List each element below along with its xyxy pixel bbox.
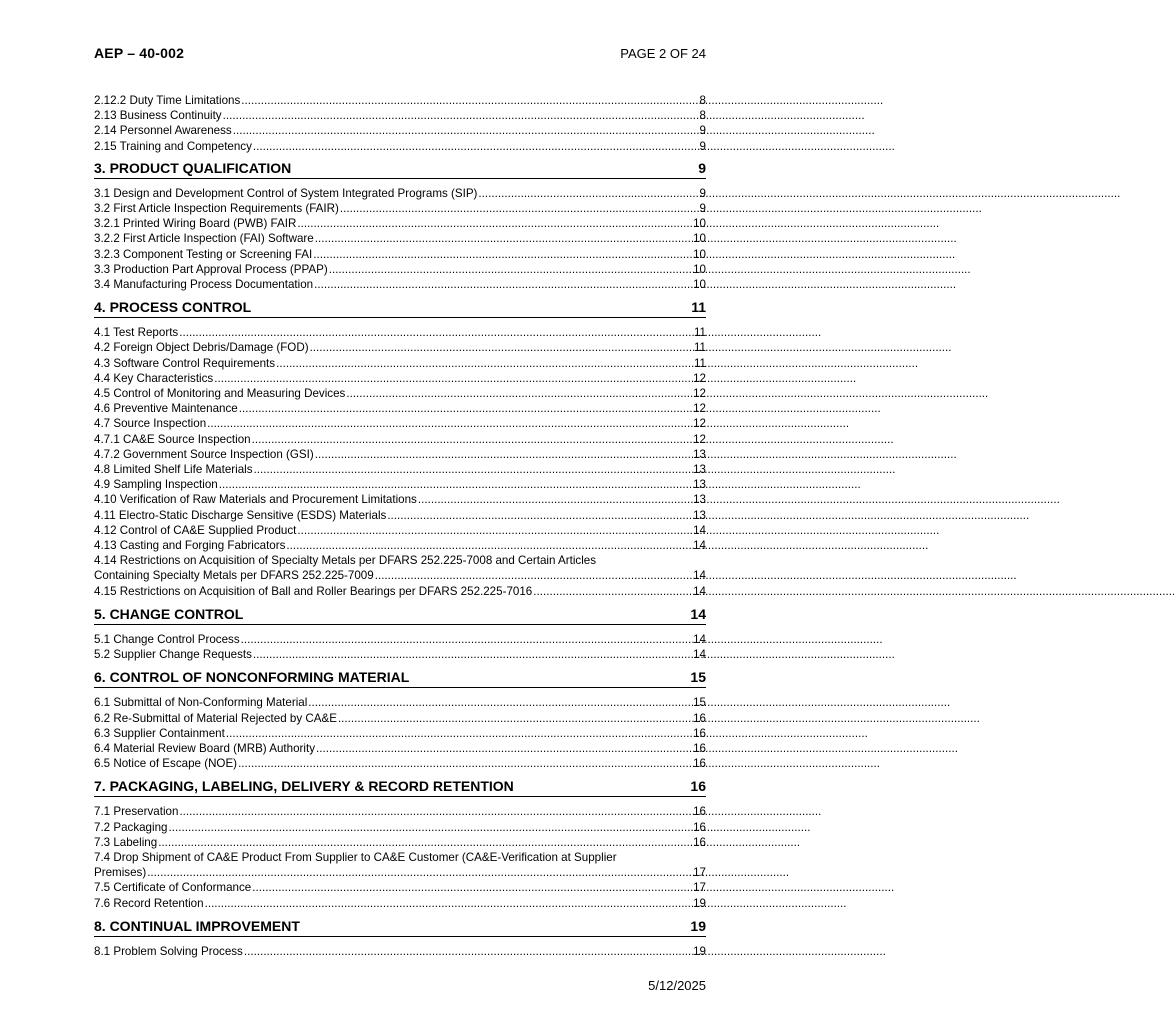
toc-entry[interactable] — [94, 462, 706, 477]
toc-section-heading[interactable] — [94, 299, 706, 318]
toc-entry[interactable] — [94, 584, 706, 599]
toc-entry-label: 4.8 Limited Shelf Life Materials — [94, 463, 253, 477]
toc-entry[interactable] — [94, 756, 706, 771]
toc-entry-label: 7.6 Record Retention — [94, 896, 204, 910]
toc-entry-label: 4.4 Key Characteristics — [94, 371, 214, 385]
toc-entry-label: 7.1 Preservation — [94, 805, 179, 819]
toc-entry[interactable] — [94, 944, 706, 959]
toc-entry-label: 6.4 Material Review Board (MRB) Authority — [94, 741, 316, 755]
toc-section-title: 6. CONTROL OF NONCONFORMING MATERIAL — [94, 669, 410, 686]
toc-dot-leader — [387, 508, 692, 523]
toc-section-page: 15 — [690, 669, 706, 686]
toc-section-heading[interactable] — [94, 606, 706, 625]
toc-entry[interactable] — [94, 247, 706, 262]
toc-dot-leader — [313, 247, 692, 262]
toc-dot-leader — [253, 139, 699, 154]
toc-entry[interactable] — [94, 492, 706, 507]
toc-entry[interactable] — [94, 340, 706, 355]
toc-entry[interactable] — [94, 804, 706, 819]
toc-entry[interactable] — [94, 123, 706, 138]
toc-entry-page: 12 — [693, 432, 706, 446]
toc-entry-page: 16 — [693, 726, 706, 740]
toc-entry[interactable] — [94, 186, 706, 201]
toc-entry-label: 4.3 Software Control Requirements — [94, 356, 276, 370]
toc-entry[interactable] — [94, 711, 706, 726]
toc-entry-label: 6.2 Re-Submittal of Material Rejected by CA&E — [94, 711, 337, 725]
toc-entry-label: 7.3 Labeling — [94, 835, 158, 849]
toc-entry-label: 3.1 Design and Development Control of System Integrated Programs (SIP) — [94, 186, 478, 200]
toc-section-title: 8. CONTINUAL IMPROVEMENT — [94, 917, 300, 934]
toc-entry-label: 3.2.1 Printed Wiring Board (PWB) FAIR — [94, 217, 297, 231]
toc-entry-label-line2: Containing Specialty Metals per DFARS 252.225-7009 — [94, 569, 374, 583]
toc-section-page: 19 — [690, 917, 706, 934]
toc-entry[interactable] — [94, 477, 706, 492]
toc-dot-leader — [241, 632, 692, 647]
document-id: AEP – 40-002 — [94, 45, 185, 61]
toc-entry-page: 12 — [693, 417, 706, 431]
toc-entry-label: 4.13 Casting and Forging Fabricators — [94, 539, 286, 553]
toc-entry-page: 11 — [693, 356, 706, 370]
toc-dot-leader — [158, 835, 692, 850]
toc-entry[interactable] — [94, 201, 706, 216]
toc-dot-leader — [179, 804, 692, 819]
toc-entry-page: 10 — [693, 247, 706, 261]
toc-entry[interactable] — [94, 553, 706, 583]
toc-dot-leader — [219, 477, 692, 492]
toc-entry-page: 11 — [693, 326, 706, 340]
toc-entry-label: 4.9 Sampling Inspection — [94, 478, 218, 492]
toc-section-heading[interactable] — [94, 669, 706, 688]
toc-dot-leader — [338, 711, 692, 726]
toc-section-title: 4. PROCESS CONTROL — [94, 299, 252, 316]
toc-dot-leader — [478, 186, 698, 201]
toc-entry-label: 6.5 Notice of Escape (NOE) — [94, 757, 238, 771]
toc-entry-page: 9 — [699, 202, 706, 216]
toc-section-title: 5. CHANGE CONTROL — [94, 605, 244, 622]
toc-dot-leader — [252, 880, 692, 895]
toc-entry-label: 4.7.2 Government Source Inspection (GSI) — [94, 447, 314, 461]
toc-entry-label-line1: 7.4 Drop Shipment of CA&E Product From Supplier to CA&E Customer (CA&E-Verification at Supplier — [94, 850, 617, 864]
toc-dot-leader — [297, 523, 692, 538]
toc-dot-leader — [375, 568, 692, 583]
toc-entry[interactable] — [94, 416, 706, 431]
toc-entry-label: 4.7.1 CA&E Source Inspection — [94, 432, 251, 446]
toc-entry-page: 16 — [693, 835, 706, 849]
toc-entry-label: 4.15 Restrictions on Acquisition of Ball and Roller Bearings per DFARS 252.225-7016 — [94, 584, 533, 598]
toc-entry[interactable] — [94, 325, 706, 340]
toc-entry-label: 4.6 Preventive Maintenance — [94, 402, 238, 416]
toc-entry-label: 6.3 Supplier Containment — [94, 726, 225, 740]
toc-entry-label: 7.2 Packaging — [94, 820, 168, 834]
toc-entry-page: 16 — [693, 741, 706, 755]
toc-entry-line2 — [94, 865, 706, 880]
toc-entry[interactable] — [94, 139, 706, 154]
toc-entry-page: 12 — [693, 371, 706, 385]
toc-entry[interactable] — [94, 93, 706, 108]
toc-entry[interactable] — [94, 386, 706, 401]
toc-entry-label: 4.12 Control of CA&E Supplied Product — [94, 523, 297, 537]
toc-dot-leader — [252, 432, 692, 447]
toc-entry-page: 13 — [693, 447, 706, 461]
toc-entry-page: 14 — [693, 584, 706, 598]
toc-entry-label: 5.1 Change Control Process — [94, 632, 240, 646]
toc-entry[interactable] — [94, 356, 706, 371]
table-of-contents — [94, 93, 706, 959]
toc-entry-page: 16 — [693, 711, 706, 725]
toc-entry-label-line2: Premises) — [94, 866, 147, 880]
toc-entry-label: 2.15 Training and Competency — [94, 139, 252, 153]
toc-entry[interactable] — [94, 401, 706, 416]
toc-entry-label: 4.10 Verification of Raw Materials and Procurement Limitations — [94, 493, 417, 507]
toc-section-page: 14 — [690, 605, 706, 622]
page-number: PAGE 2 OF 24 — [620, 46, 706, 61]
toc-entry-label: 4.2 Foreign Object Debris/Damage (FOD) — [94, 341, 309, 355]
toc-entry-page: 19 — [693, 944, 706, 958]
toc-entry[interactable] — [94, 538, 706, 553]
toc-dot-leader — [329, 262, 692, 277]
toc-entry-page: 9 — [699, 186, 706, 200]
toc-entry[interactable] — [94, 647, 706, 662]
toc-entry-label: 2.13 Business Continuity — [94, 109, 222, 123]
toc-dot-leader — [205, 896, 693, 911]
toc-entry-page: 16 — [693, 805, 706, 819]
toc-section-heading[interactable] — [94, 778, 706, 797]
toc-entry-label: 8.1 Problem Solving Process — [94, 944, 243, 958]
toc-dot-leader — [418, 492, 692, 507]
toc-entry-page: 10 — [693, 217, 706, 231]
toc-entry[interactable] — [94, 726, 706, 741]
toc-entry[interactable] — [94, 432, 706, 447]
toc-entry[interactable] — [94, 850, 706, 880]
toc-dot-leader — [253, 647, 692, 662]
toc-entry[interactable] — [94, 741, 706, 756]
toc-section-title: 3. PRODUCT QUALIFICATION — [94, 159, 292, 176]
toc-dot-leader — [308, 695, 692, 710]
toc-dot-leader — [244, 944, 692, 959]
toc-entry-label: 6.1 Submittal of Non-Conforming Material — [94, 696, 308, 710]
toc-dot-leader — [346, 386, 692, 401]
toc-entry-label: 5.2 Supplier Change Requests — [94, 648, 252, 662]
toc-entry-page: 16 — [693, 757, 706, 771]
toc-dot-leader — [314, 277, 692, 292]
toc-entry-page: 8 — [699, 94, 706, 107]
toc-entry-page: 14 — [693, 632, 706, 646]
toc-entry[interactable] — [94, 835, 706, 850]
toc-entry-label: 4.1 Test Reports — [94, 326, 179, 340]
toc-dot-leader — [316, 741, 692, 756]
toc-entry-label: 3.2 First Article Inspection Requirements (FAIR) — [94, 202, 339, 216]
toc-entry-label: 4.11 Electro-Static Discharge Sensitive (ESDS) Materials — [94, 508, 387, 522]
toc-entry[interactable] — [94, 820, 706, 835]
toc-entry-label: 3.2.3 Component Testing or Screening FAI — [94, 247, 313, 261]
toc-dot-leader — [147, 865, 692, 880]
toc-entry-page: 14 — [693, 569, 706, 583]
toc-entry-page: 15 — [693, 696, 706, 710]
toc-entry-page: 17 — [693, 866, 706, 880]
toc-entry-line2 — [94, 568, 706, 583]
toc-section-page: 16 — [690, 778, 706, 795]
toc-section-page: 9 — [698, 159, 706, 176]
toc-section-title: 7. PACKAGING, LABELING, DELIVERY & RECORD RETENTION — [94, 778, 514, 795]
toc-entry[interactable] — [94, 231, 706, 246]
toc-dot-leader — [310, 340, 693, 355]
toc-entry-label: 7.5 Certificate of Conformance — [94, 881, 252, 895]
toc-entry[interactable] — [94, 632, 706, 647]
toc-dot-leader — [315, 231, 692, 246]
toc-entry-page: 11 — [693, 341, 706, 355]
toc-dot-leader — [223, 108, 699, 123]
toc-entry[interactable] — [94, 695, 706, 710]
toc-dot-leader — [533, 584, 692, 599]
toc-dot-leader — [286, 538, 692, 553]
toc-dot-leader — [168, 820, 692, 835]
toc-entry-label: 4.7 Source Inspection — [94, 417, 207, 431]
toc-entry[interactable] — [94, 880, 706, 895]
toc-entry-page: 8 — [699, 109, 706, 123]
toc-entry-label: 3.3 Production Part Approval Process (PPAP) — [94, 262, 328, 276]
toc-entry-label: 2.12.2 Duty Time Limitations — [94, 94, 241, 107]
toc-entry-page: 14 — [693, 539, 706, 553]
toc-section-page: 11 — [691, 299, 706, 316]
toc-entry-page: 16 — [693, 820, 706, 834]
toc-entry-page: 14 — [693, 523, 706, 537]
toc-entry[interactable] — [94, 216, 706, 231]
toc-entry-page: 9 — [699, 124, 706, 138]
toc-entry-page: 12 — [693, 387, 706, 401]
toc-entry-page: 13 — [693, 478, 706, 492]
toc-dot-leader — [276, 356, 693, 371]
toc-dot-leader — [340, 201, 699, 216]
toc-dot-leader — [233, 123, 699, 138]
toc-dot-leader — [239, 401, 692, 416]
toc-entry-label: 3.2.2 First Article Inspection (FAI) Software — [94, 232, 314, 246]
footer-date: 5/12/2025 — [648, 978, 706, 993]
toc-entry[interactable] — [94, 447, 706, 462]
toc-entry-page: 12 — [693, 402, 706, 416]
toc-dot-leader — [179, 325, 693, 340]
toc-entry-page: 13 — [693, 493, 706, 507]
toc-entry[interactable] — [94, 262, 706, 277]
toc-dot-leader — [241, 93, 698, 108]
toc-entry[interactable] — [94, 277, 706, 292]
toc-entry[interactable] — [94, 371, 706, 386]
toc-entry-page: 13 — [693, 508, 706, 522]
toc-dot-leader — [254, 462, 693, 477]
toc-entry-label: 4.5 Control of Monitoring and Measuring Devices — [94, 387, 346, 401]
toc-dot-leader — [226, 726, 692, 741]
toc-entry-page: 10 — [693, 232, 706, 246]
toc-entry-label-line1: 4.14 Restrictions on Acquisition of Specialty Metals per DFARS 252.225-7008 and Certain Articles — [94, 554, 597, 568]
toc-entry-label: 3.4 Manufacturing Process Documentation — [94, 278, 314, 292]
toc-entry-page: 10 — [693, 278, 706, 292]
toc-entry-page: 10 — [693, 262, 706, 276]
toc-entry-label: 2.14 Personnel Awareness — [94, 124, 232, 138]
toc-entry-page: 13 — [693, 463, 706, 477]
toc-dot-leader — [214, 371, 692, 386]
toc-section-heading[interactable] — [94, 918, 706, 937]
toc-entry-page: 19 — [693, 896, 706, 910]
toc-section-heading[interactable] — [94, 160, 706, 179]
toc-entry-page: 9 — [699, 139, 706, 153]
toc-entry-page: 17 — [693, 881, 706, 895]
toc-entry[interactable] — [94, 523, 706, 538]
toc-dot-leader — [207, 416, 692, 431]
toc-dot-leader — [238, 756, 692, 771]
toc-entry[interactable] — [94, 896, 706, 911]
toc-dot-leader — [297, 216, 692, 231]
toc-entry[interactable] — [94, 108, 706, 123]
toc-entry-page: 14 — [693, 648, 706, 662]
toc-dot-leader — [315, 447, 692, 462]
toc-entry[interactable] — [94, 508, 706, 523]
